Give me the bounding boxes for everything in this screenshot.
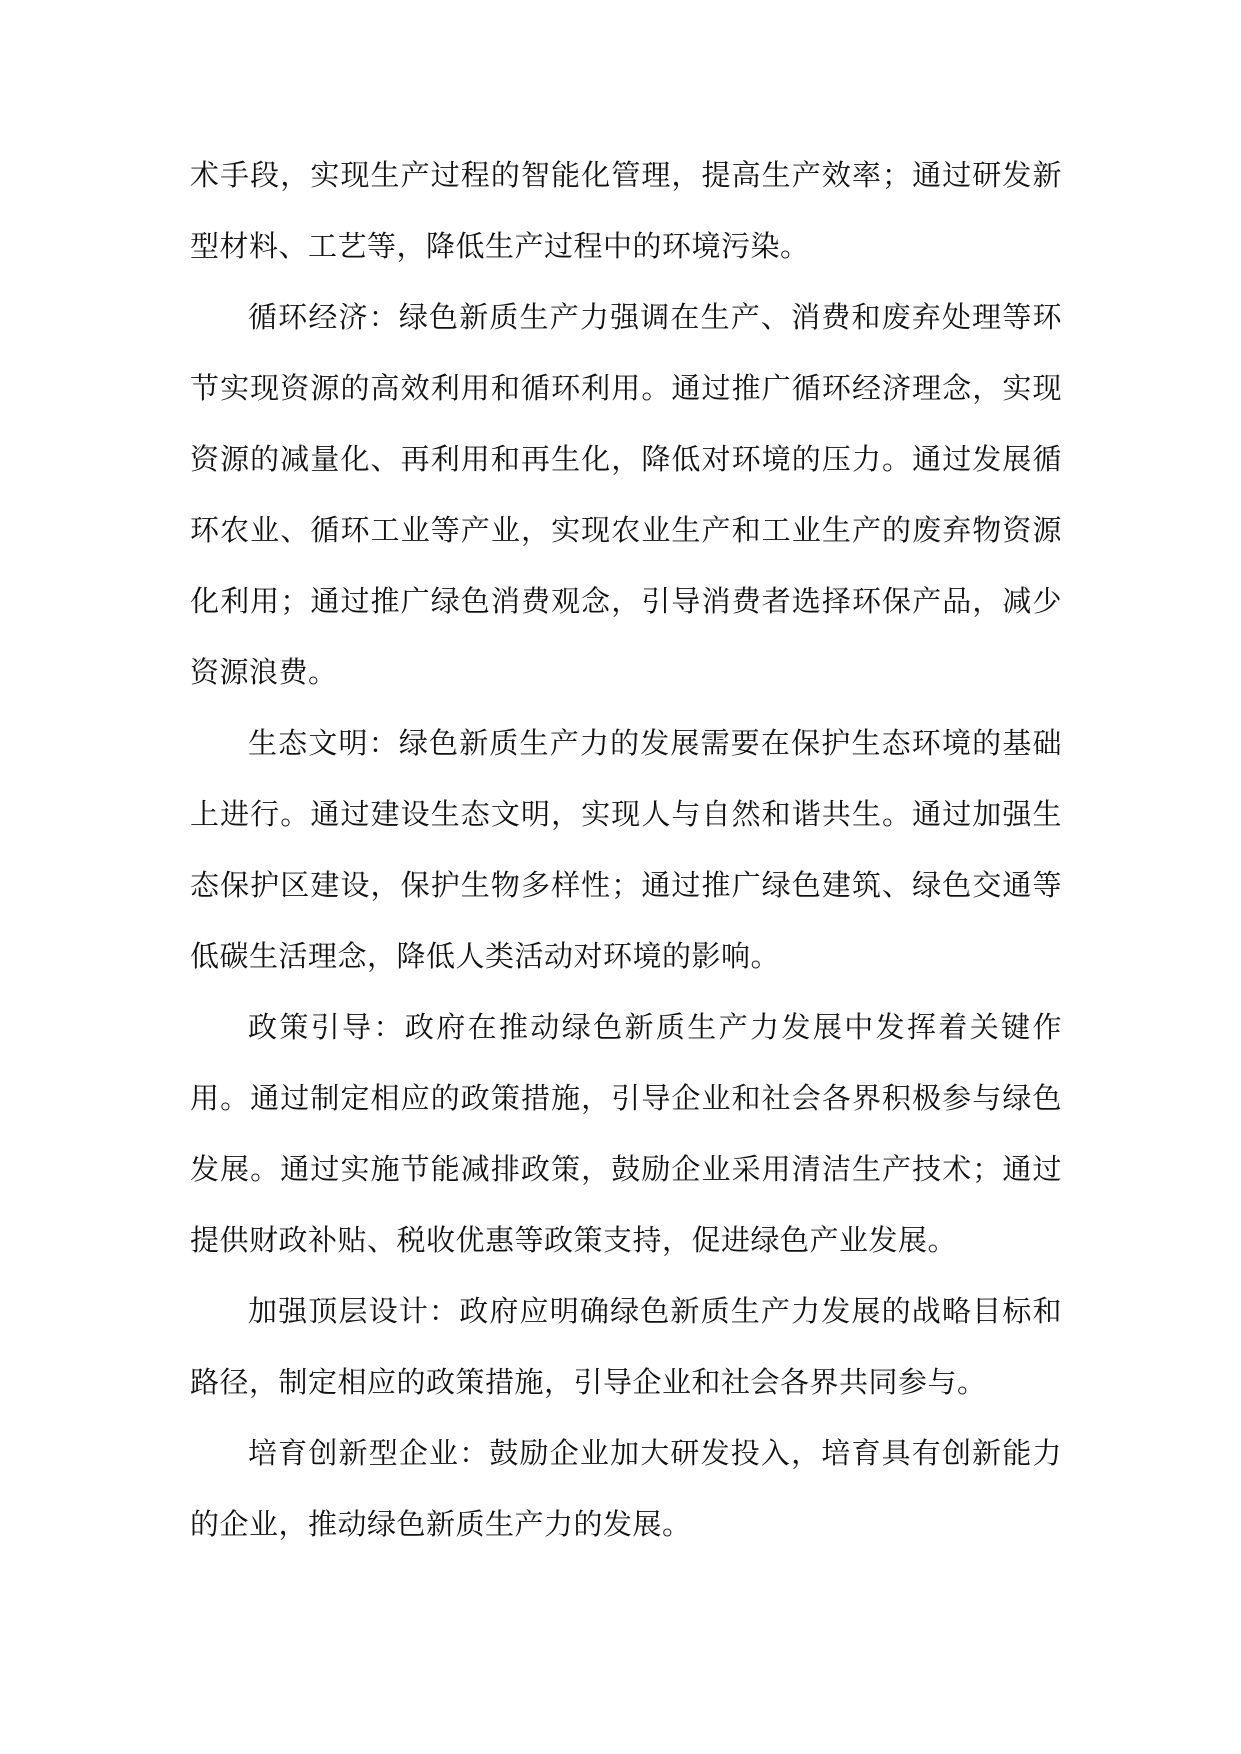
paragraph-top-level-design: 加强顶层设计：政府应明确绿色新质生产力发展的战略目标和路径，制定相应的政策措施，引导企业和社会各界共同参与。 (190, 1294, 1062, 1399)
paragraph-innovative-enterprises: 培育创新型企业：鼓励企业加大研发投入，培育具有创新能力的企业，推动绿色新质生产力的发展。 (190, 1436, 1062, 1541)
paragraph-continuation: 术手段，实现生产过程的智能化管理，提高生产效率；通过研发新型材料、工艺等，降低生产过程中的环境污染。 (190, 158, 1062, 263)
paragraph-policy-guidance: 政策引导：政府在推动绿色新质生产力发展中发挥着关键作用。通过制定相应的政策措施，引导企业和社会各界积极参与绿色发展。通过实施节能减排政策，鼓励企业采用清洁生产技术；通过提供财政补贴、税收优惠等政策支持，促进绿色产业发展。 (190, 1010, 1062, 1257)
paragraph-ecological-civilization: 生态文明：绿色新质生产力的发展需要在保护生态环境的基础上进行。通过建设生态文明，实现人与自然和谐共生。通过加强生态保护区建设，保护生物多样性；通过推广绿色建筑、绿色交通等低碳生活理念，降低人类活动对环境的影响。 (190, 726, 1062, 973)
document-body (190, 140, 1062, 1560)
paragraph-circular-economy: 循环经济：绿色新质生产力强调在生产、消费和废弃处理等环节实现资源的高效利用和循环利用。通过推广循环经济理念，实现资源的减量化、再利用和再生化，降低对环境的压力。通过发展循环农业、循环工业等产业，实现农业生产和工业生产的废弃物资源化利用；通过推广绿色消费观念，引导消费者选择环保产品，减少资源浪费。 (190, 300, 1062, 689)
